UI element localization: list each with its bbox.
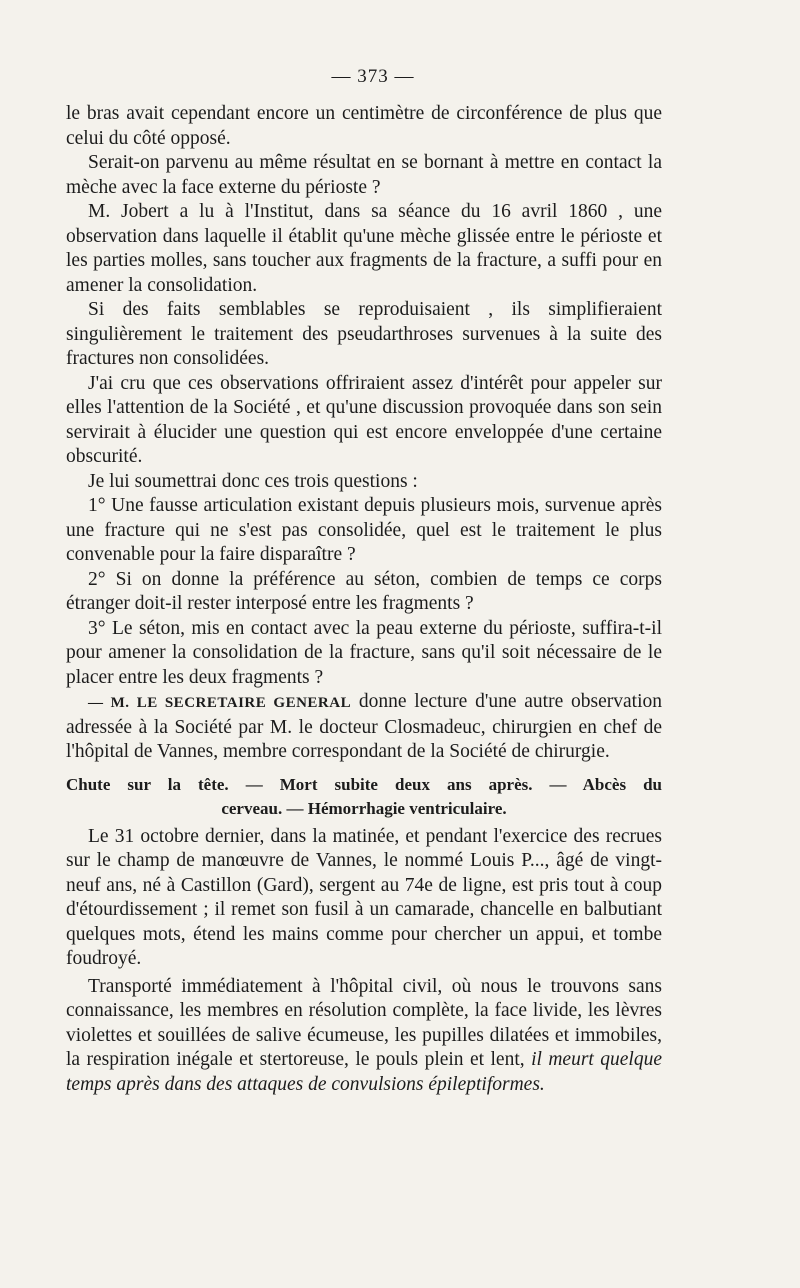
- paragraph: M. Jobert a lu à l'Institut, dans sa séance du 16 avril 1860 , une observation dans laquelle il établit qu'une mèche glissée entre le périoste et les parties molles, sans toucher aux fragments de la fracture, a suffi pour en amener la consolidation.: [66, 201, 662, 296]
- paragraph: J'ai cru que ces observations offriraient assez d'intérêt pour appeler sur elles l'attention de la Société , et qu'une discussion provoquée dans son sein servirait à élucider une question qui est encore enveloppée d'une certaine obscurité.: [66, 372, 662, 467]
- paragraph: Serait-on parvenu au même résultat en se bornant à mettre en contact la mèche avec la face externe du périoste ?: [66, 152, 662, 198]
- question-1: 1° Une fausse articulation existant depuis plusieurs mois, survenue après une fracture qui ne s'est pas consolidée, quel est le traitement le plus convenable pour la faire disparaître ?: [66, 495, 662, 565]
- question-2: 2° Si on donne la préférence au séton, combien de temps ce corps étranger doit-il rester interposé entre les fragments ?: [66, 568, 662, 614]
- secretary-lead: — M. LE SECRETAIRE GENERAL: [88, 695, 352, 711]
- case-heading-line-1: Chute sur la tête. — Mort subite deux ans après. — Abcès du: [66, 774, 662, 794]
- question-3: 3° Le séton, mis en contact avec la peau externe du périoste, suffira-t-il pour amener la consolidation de la fracture, sans qu'il soit nécessaire de le placer entre les deux fragments ?: [66, 617, 662, 688]
- case-heading: [66, 773, 662, 821]
- paragraph: Si des faits semblables se reproduisaient , ils simplifieraient singulièrement le traitement des pseudarthroses survenues à la suite des fractures non consolidées.: [66, 299, 662, 369]
- page-number: — 373 —: [331, 66, 415, 87]
- final-italic-text: il meurt quelque temps après dans des attaques de convulsions épileptiformes.: [66, 1049, 662, 1095]
- body-text: [66, 102, 662, 1097]
- final-text: Transporté immédiatement à l'hôpital civil, où nous le trouvons sans connaissance, les membres en résolution complète, la face livide, les lèvres violettes et souillées de salive écumeuse, les pupilles dilatées et immobiles, la respiration inégale et stertoreuse, le pouls plein et lent,: [66, 975, 662, 1070]
- paragraph: le bras avait cependant encore un centimètre de circonférence de plus que celui du côté opposé.: [66, 103, 662, 149]
- secretary-text: donne lecture d'une autre observation adressée à la Société par M. le docteur Closmadeuc, chirurgien en chef de l'hôpital de Vannes, membre correspondant de la Société de chirurgie.: [66, 691, 662, 762]
- secretary-paragraph: [66, 690, 662, 765]
- case-paragraph: Le 31 octobre dernier, dans la matinée, et pendant l'exercice des recrues sur le champ de manœuvre de Vannes, le nommé Louis P..., âgé de vingt-neuf ans, né à Castillon (Gard), sergent au 74e de ligne, est pris tout à coup d'étourdissement ; il remet son fusil à un camarade, chancelle en balbutiant quelques mots, étend les mains comme pour chercher un appui, et tombe foudroyé.: [66, 825, 662, 969]
- paragraph: Je lui soumettrai donc ces trois questions :: [88, 470, 418, 492]
- case-heading-line-2: cerveau. — Hémorrhagie ventriculaire.: [221, 798, 507, 818]
- case-paragraph-final: [66, 975, 662, 1098]
